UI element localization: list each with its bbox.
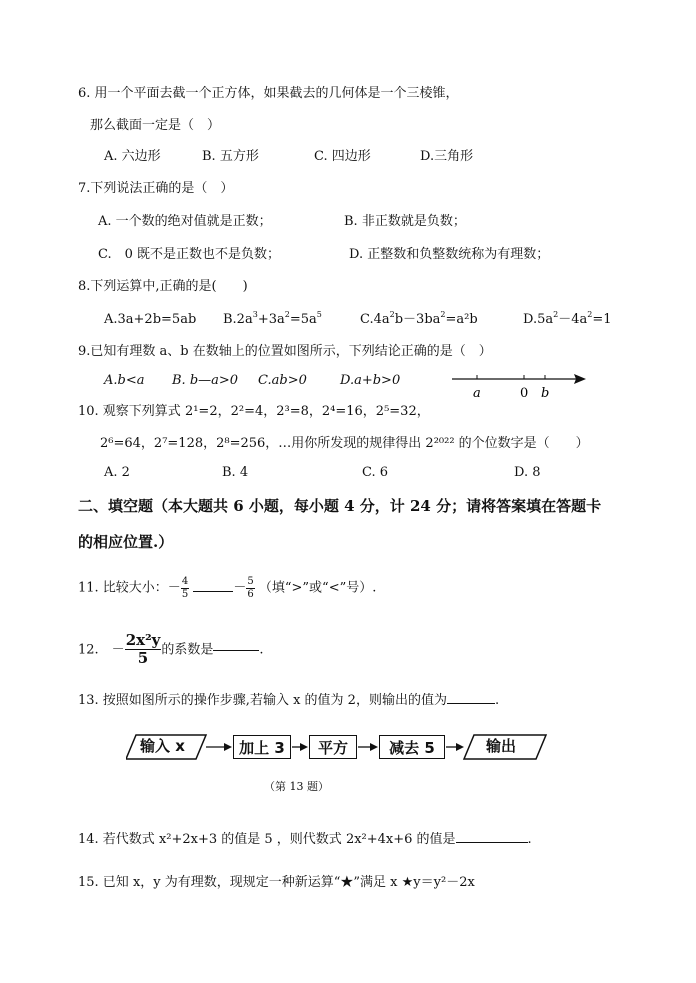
- q12: 12. － $\frac{\text{2x²y}}{5}$ 的系数是 .: [78, 631, 264, 668]
- axis-label-a: a: [473, 386, 481, 400]
- q13-caption: （第 13 题）: [264, 780, 329, 793]
- number-line: [450, 370, 590, 400]
- q9-option-c: C.ab>0: [258, 373, 307, 388]
- arrow-icon: [370, 743, 378, 751]
- section2-line1: 二、填空题（本大题共 6 小题，每小题 4 分，计 24 分；请将答案填在答题卡: [78, 497, 602, 515]
- q11: 11. 比较大小：－ $\frac{4}{5}$ － $\frac{5}{6}$ （填“>”或“<”号）.: [78, 576, 377, 600]
- flow-step-square: 平方: [309, 735, 357, 759]
- q10-option-a: A. 2: [104, 465, 130, 480]
- q9-option-b: B. b—a>0: [172, 373, 239, 388]
- q8-stem: 8.下列运算中,正确的是( ): [78, 279, 248, 294]
- q8-option-c: $C.4a^2b-3ba^2=a^2b$: [360, 310, 478, 327]
- arrow-icon: [456, 743, 464, 751]
- q6-option-b: B. 五方形: [202, 149, 259, 164]
- q14-answer-blank: [456, 841, 528, 843]
- q7-option-a: A. 一个数的绝对值就是正数；: [98, 214, 272, 229]
- flow-step-minus5: 减去 5: [379, 735, 445, 759]
- q8-option-b: $B.2a^3+3a^2=5a^5$: [223, 310, 322, 327]
- arrow-icon: [224, 743, 232, 751]
- q6-stem-line2: 那么截面一定是（ ）: [90, 118, 221, 133]
- q6-option-d: D.三角形: [420, 149, 474, 164]
- q6-option-a: A. 六边形: [104, 149, 161, 164]
- q9-option-d: D.a+b>0: [340, 373, 401, 388]
- q8-option-d: $D.5a^2-4a^2=1$: [523, 310, 612, 327]
- q6-option-c: C. 四边形: [314, 149, 371, 164]
- q10-option-c: C. 6: [362, 465, 389, 480]
- q10-line2: 2⁶=64，2⁷=128，2⁸=256，…用你所发现的规律得出 2²⁰²² 的个位数字是（ ）: [100, 436, 589, 451]
- q9-stem: 9.已知有理数 a、b 在数轴上的位置如图所示，下列结论正确的是（ ）: [78, 344, 492, 359]
- q11-fraction-2: $\frac{5}{6}$: [247, 576, 254, 600]
- q15: 15. 已知 x，y 为有理数，现规定一种新运算“★”满足 x ★y＝y²－2x: [78, 875, 475, 890]
- q6-stem-line1: 6. 用一个平面去截一个正方体，如果截去的几何体是一个三棱锥，: [78, 86, 459, 101]
- q7-option-b: B. 非正数就是负数；: [344, 214, 466, 229]
- q9-option-a: A.b<a: [104, 373, 145, 388]
- section2-line2: 的相应位置.）: [78, 533, 174, 551]
- flow-input-label: 输入 x: [140, 737, 185, 755]
- q10-line1: 10. 观察下列算式 2¹=2，2²=4，2³=8，2⁴=16，2⁵=32，: [78, 404, 430, 419]
- q10-option-d: D. 8: [514, 465, 541, 480]
- q11-fraction-1: $\frac{4}{5}$: [181, 576, 189, 600]
- arrow-icon: [300, 743, 308, 751]
- axis-label-0: 0: [520, 386, 529, 400]
- q12-expression: $\frac{\text{2x²y}}{5}$: [125, 631, 161, 668]
- flow-output-label: 输出: [486, 737, 517, 755]
- q14: 14. 若代数式 x²+2x+3 的值是 5 ，则代数式 2x²+4x+6 的值是 .: [78, 832, 532, 847]
- q13-answer-blank: [447, 702, 495, 704]
- q7-option-c: C. 0 既不是正数也不是负数；: [98, 247, 281, 262]
- q13-stem: 13. 按照如图所示的操作步骤,若输入 x 的值为 2，则输出的值为 .: [78, 693, 500, 708]
- flow-step-add3: 加上 3: [233, 735, 291, 759]
- q7-option-d: D. 正整数和负整数统称为有理数；: [349, 247, 550, 262]
- q8-option-a: A.3a+2b=5ab: [104, 312, 197, 327]
- axis-label-b: b: [541, 386, 550, 400]
- q12-answer-blank: [213, 649, 259, 651]
- q7-stem: 7.下列说法正确的是（ ）: [78, 181, 234, 196]
- q10-option-b: B. 4: [222, 465, 249, 480]
- q11-answer-blank: [193, 590, 233, 592]
